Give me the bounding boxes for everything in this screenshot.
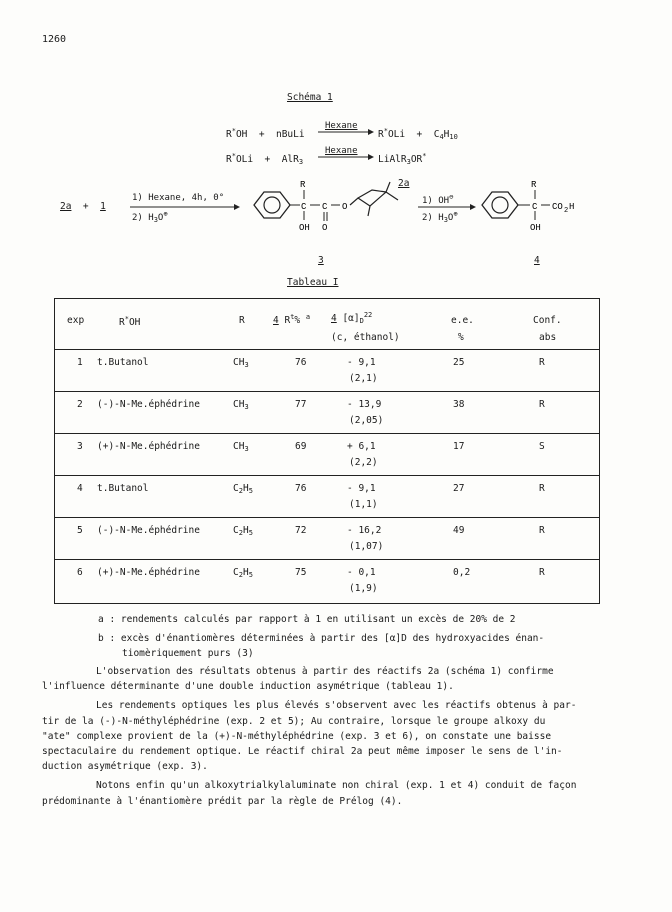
product-3-label: 3 <box>318 255 324 266</box>
step1-conditions: 1) Hexane, 4h, 0° <box>132 193 225 203</box>
table-rule <box>55 517 599 518</box>
hydroxyacid-structure <box>478 170 588 250</box>
svg-text:H: H <box>569 202 575 212</box>
svg-text:C: C <box>322 202 328 212</box>
table-rule <box>55 559 599 560</box>
table-title: Tableau I <box>287 277 339 288</box>
footnote-a: a : rendements calculés par rapport à 1 en utilisant un excès de 20% de 2 <box>98 614 516 625</box>
paragraph-line: Notons enfin qu'un alkoxytrialkylaluminate non chiral (exp. 1 et 4) conduit de façon <box>96 780 577 792</box>
cell-roh: (+)-N-Me.éphédrine <box>97 567 200 578</box>
cell-rdt: 76 <box>295 483 307 494</box>
cell-ee: 49 <box>453 525 465 536</box>
table-rule <box>55 391 599 392</box>
header-roh: R*OH <box>119 315 141 328</box>
cell-conf: R <box>539 525 545 536</box>
svg-text:2: 2 <box>564 207 569 215</box>
svg-text:R: R <box>531 180 537 190</box>
cell-alpha: + 6,1 <box>347 441 376 452</box>
header-ee: e.e. <box>451 315 474 326</box>
results-table <box>54 298 600 604</box>
header-ee-sub: % <box>458 332 464 343</box>
cell-conf: R <box>539 567 545 578</box>
paragraph-line: "ate" complexe provient de la (+)-N-méthyléphédrine (exp. 3 et 6), on constate une baisse <box>42 730 552 742</box>
cell-alpha: - 9,1 <box>347 357 376 368</box>
cell-conc: (1,1) <box>349 499 378 510</box>
footnotes <box>98 612 544 661</box>
cell-rdt: 72 <box>295 525 307 536</box>
header-conf-sub: abs <box>539 332 557 343</box>
footnote-b: b : excès d'énantiomères déterminées à partir des [α]D des hydroxyacides énan- <box>98 633 545 644</box>
paragraph-line: Les rendements optiques les plus élevés s'observent avec les réactifs obtenus à par- <box>96 700 577 712</box>
svg-text:O: O <box>322 223 328 233</box>
svg-text:O: O <box>342 202 348 212</box>
ester-structure <box>240 170 400 250</box>
eq2-arrow <box>318 153 374 161</box>
cell-alpha: - 16,2 <box>347 525 382 536</box>
cell-conf: R <box>539 483 545 494</box>
eq2-left: R*OLi + AlR$_3$ <box>226 152 304 166</box>
cell-r: $CH_3$ <box>233 441 249 453</box>
cell-ee: 25 <box>453 357 465 368</box>
paragraph-line: L'observation des résultats obtenus à partir des réactifs 2a (schéma 1) confirme <box>96 666 554 677</box>
product-4-label: 4 <box>534 255 540 266</box>
cell-r: $C_2H_5$ <box>233 483 253 495</box>
header-alpha: 4 $[\alpha]_D^{22}$ <box>331 311 373 325</box>
svg-text:C: C <box>301 202 307 212</box>
cell-conc: (2,2) <box>349 457 378 468</box>
cell-ee: 0,2 <box>453 567 471 578</box>
paragraph-line: duction asymétrique (exp. 3). <box>42 761 208 773</box>
reactants: 2a + 1 <box>60 201 106 212</box>
cell-exp: 3 <box>77 441 83 452</box>
eq1-arrow-label: Hexane <box>325 121 358 131</box>
eq1-right: $R^*OLi + C_4H_{10}$ <box>378 127 458 141</box>
cell-alpha: - 0,1 <box>347 567 376 578</box>
cell-roh: t.Butanol <box>97 483 149 494</box>
cell-rdt: 75 <box>295 567 307 578</box>
svg-text:C: C <box>532 202 538 212</box>
header-alpha-sub: (c, éthanol) <box>331 332 400 343</box>
cell-roh: (-)-N-Me.éphédrine <box>97 399 200 410</box>
cell-rdt: 69 <box>295 441 307 452</box>
cell-conf: S <box>539 441 545 452</box>
step2-conditions: 1) OH⊖ <box>422 193 454 206</box>
cell-ee: 17 <box>453 441 465 452</box>
cell-conc: (2,05) <box>349 415 384 426</box>
step2-conditions-2: 2) $H_3O^\oplus$ <box>422 210 458 224</box>
footnote-b-cont: tiomèriquement purs (3) <box>122 648 254 659</box>
cell-alpha: - 13,9 <box>347 399 382 410</box>
cell-ee: 27 <box>453 483 465 494</box>
svg-text:CO: CO <box>552 202 563 212</box>
step1-conditions-2: 2) $H_3O^\oplus$ <box>132 210 168 224</box>
cell-exp: 6 <box>77 567 83 578</box>
paragraph-line: prédominante à l'énantiomère prédit par la règle de Prélog (4). <box>42 795 403 807</box>
paragraph-line: tir de la (-)-N-méthyléphédrine (exp. 2 et 5); Au contraire, lorsque le groupe alkoxy du <box>42 715 546 727</box>
cell-rdt: 77 <box>295 399 307 410</box>
page-number: 1260 <box>42 34 67 45</box>
cell-conc: (1,9) <box>349 583 378 594</box>
reagent-2a-label: 2a <box>398 178 410 189</box>
cell-r: $C_2H_5$ <box>233 567 253 579</box>
scheme-title: Schéma 1 <box>287 92 333 103</box>
header-exp: exp <box>67 315 85 326</box>
cell-ee: 38 <box>453 399 465 410</box>
eq1-left: R*OH + nBuLi <box>226 127 305 140</box>
cell-r: $CH_3$ <box>233 357 249 369</box>
table-rule <box>55 433 599 434</box>
eq2-arrow-label: Hexane <box>325 146 358 156</box>
table-rule <box>55 475 599 476</box>
svg-text:OH: OH <box>530 223 541 233</box>
cell-roh: (-)-N-Me.éphédrine <box>97 525 200 536</box>
paragraph-line: l'influence déterminante d'une double induction asymétrique (tableau 1). <box>42 681 454 693</box>
eq1-arrow <box>318 128 374 136</box>
cell-exp: 5 <box>77 525 83 536</box>
cell-exp: 1 <box>77 357 83 368</box>
paragraph-line: spectaculaire du rendement optique. Le réactif chiral 2a peut même imposer le sens de l'in- <box>42 746 563 758</box>
cell-rdt: 76 <box>295 357 307 368</box>
cell-conf: R <box>539 399 545 410</box>
eq2-right: LiAlR$_3$OR* <box>378 152 427 166</box>
cell-roh: (+)-N-Me.éphédrine <box>97 441 200 452</box>
cell-exp: 4 <box>77 483 83 494</box>
header-rdt: 4 $R^t\%$ $^a$ <box>273 313 311 326</box>
svg-text:R: R <box>300 180 306 190</box>
header-conf: Conf. <box>533 315 562 326</box>
cell-r: $C_2H_5$ <box>233 525 253 537</box>
body-text <box>42 664 602 809</box>
cell-exp: 2 <box>77 399 83 410</box>
table-rule <box>55 349 599 350</box>
cell-conc: (1,07) <box>349 541 384 552</box>
header-r: R <box>239 315 245 326</box>
cell-conf: R <box>539 357 545 368</box>
cell-r: $CH_3$ <box>233 399 249 411</box>
cell-alpha: - 9,1 <box>347 483 376 494</box>
cell-conc: (2,1) <box>349 373 378 384</box>
svg-text:OH: OH <box>299 223 310 233</box>
cell-roh: t.Butanol <box>97 357 149 368</box>
